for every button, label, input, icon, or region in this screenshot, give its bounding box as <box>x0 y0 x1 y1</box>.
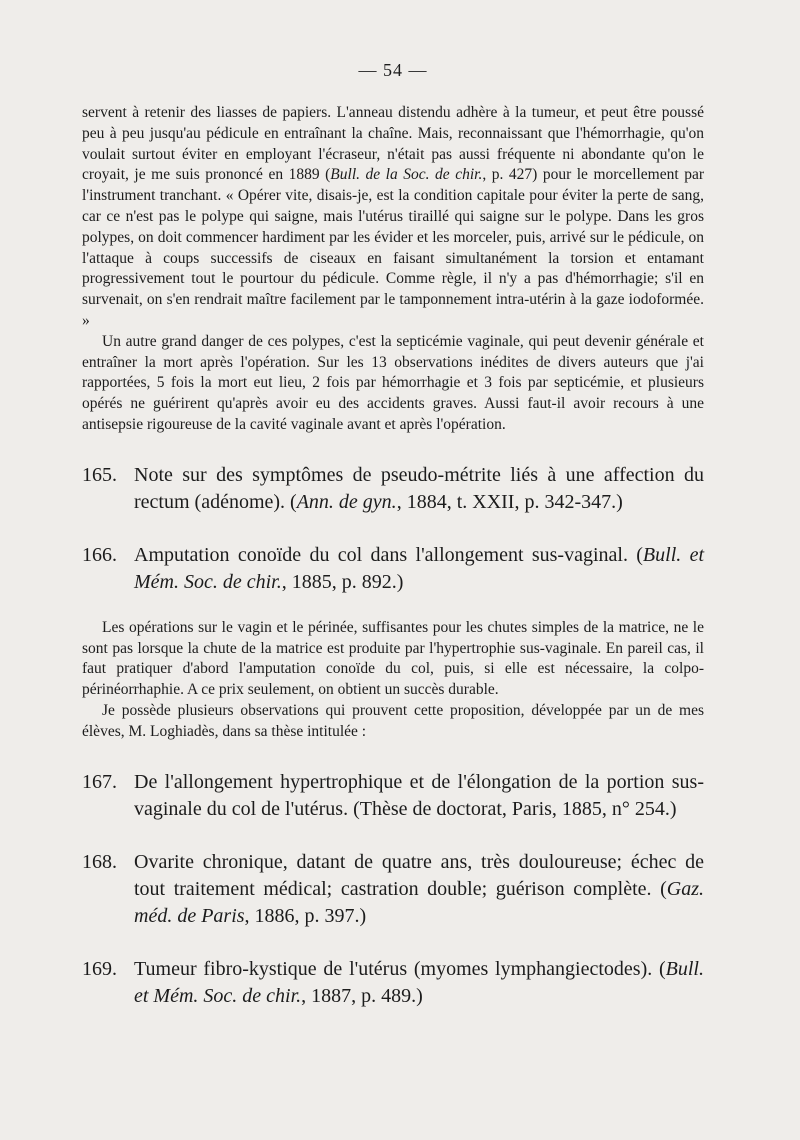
bibliography-entry-165: 165. Note sur des symptômes de pseudo-métrite liés à une affection du rectum (adénome). (Ann. de gyn., 1884, t. XXII, p. 342-347.) <box>82 463 704 513</box>
paragraph-septicemie: Un autre grand danger de ces polypes, c'est la septicémie vaginale, qui peut devenir générale et entraîner la mort après l'opération. Sur les 13 observations inédites de divers auteurs que j'ai rapportées, 5 fois la mort eut lieu, 2 fois par hémorrhagie et 3 fois par septicémie, et plusieurs opérés ne guérirent qu'après avoir eu des accidents graves. Aussi faut-il avoir recours à une antisepsie rigoureuse de la cavité vaginale avant et après l'opération. <box>82 332 704 433</box>
paragraph-operations: Les opérations sur le vagin et le périnée, suffisantes pour les chutes simples de la matrice, ne le sont pas lorsque la chute de la matrice est produite par l'hypertrophie sus-vaginale. En pareil cas, il faut pratiquer d'abord l'amputation conoïde du col, puis, si elle est nécessaire, la colpo-périnéorrhaphie. A ce prix seulement, on obtient un succès durable. <box>82 618 704 699</box>
entry-number: 166. <box>82 543 117 566</box>
entry-166-notes <box>82 618 704 743</box>
intro-text <box>82 103 704 436</box>
paragraph-observations: Je possède plusieurs observations qui prouvent cette proposition, développée par un de mes élèves, M. Loghiadès, dans sa thèse intitulée : <box>82 701 704 740</box>
bibliography-entry-168: 168. Ovarite chronique, datant de quatre ans, très douloureuse; échec de tout traitement médical; castration double; guérison complète. (Gaz. méd. de Paris, 1886, p. 397.) <box>82 850 704 927</box>
citation-title: Bull. et Mém. Soc. de chir. <box>134 543 704 593</box>
citation-title: Bull. et Mém. Soc. de chir. <box>134 957 704 1007</box>
bibliography-entry-166: 166. Amputation conoïde du col dans l'allongement sus-vaginal. (Bull. et Mém. Soc. de chir., 1885, p. 892.) <box>82 543 704 593</box>
citation-title: Gaz. méd. de Paris <box>134 877 704 927</box>
page-number: — 54 — <box>358 60 428 80</box>
bibliography-entry-169: 169. Tumeur fibro-kystique de l'utérus (myomes lymphangiectodes). (Bull. et Mém. Soc. de chir., 1887, p. 489.) <box>82 957 704 1007</box>
entry-number: 168. <box>82 850 117 873</box>
paragraph-morcellement: servent à retenir des liasses de papiers. L'anneau distendu adhère à la tumeur, et peut être poussé peu à peu jusqu'au pédicule en entraînant la chaîne. Mais, reconnaissant que l'hémorrhagie, qu'on voulait surtout éviter en employant l'écraseur, n'était pas aussi fréquente ni abondante qu'on le croyait, je me suis prononcé en 1889 (Bull. de la Soc. de chir., p. 427) pour le morcellement par l'instrument tranchant. « Opérer vite, disais-je, est la condition capitale pour éviter la perte de sang, car ce n'est pas le polype qui saigne, mais l'utérus tiraillé qui saigne sur le polype. Dans les gros polypes, on doit commencer hardiment par les évider et les morceler, puis, arrivé sur le pédicule, on l'attaque à coups successifs de ciseaux en faisant simultanément la torsion et entamant progressivement tout le pourtour du pédicule. Comme règle, il n'y a pas d'hémorrhagie; s'il en survenait, on s'en rendrait maître facilement par le tamponnement intra-utérin à la gaze iodoformée. » <box>82 104 704 329</box>
citation-title: Bull. de la Soc. de chir. <box>330 166 483 184</box>
citation-title: Ann. de gyn. <box>296 490 397 513</box>
entry-number: 167. <box>82 770 117 793</box>
entry-number: 165. <box>82 463 117 486</box>
entry-number: 169. <box>82 957 117 980</box>
bibliography-entry-167: 167. De l'allongement hypertrophique et de l'élongation de la portion sus-vaginale du col de l'utérus. (Thèse de doctorat, Paris, 1885, n° 254.) <box>82 770 704 820</box>
